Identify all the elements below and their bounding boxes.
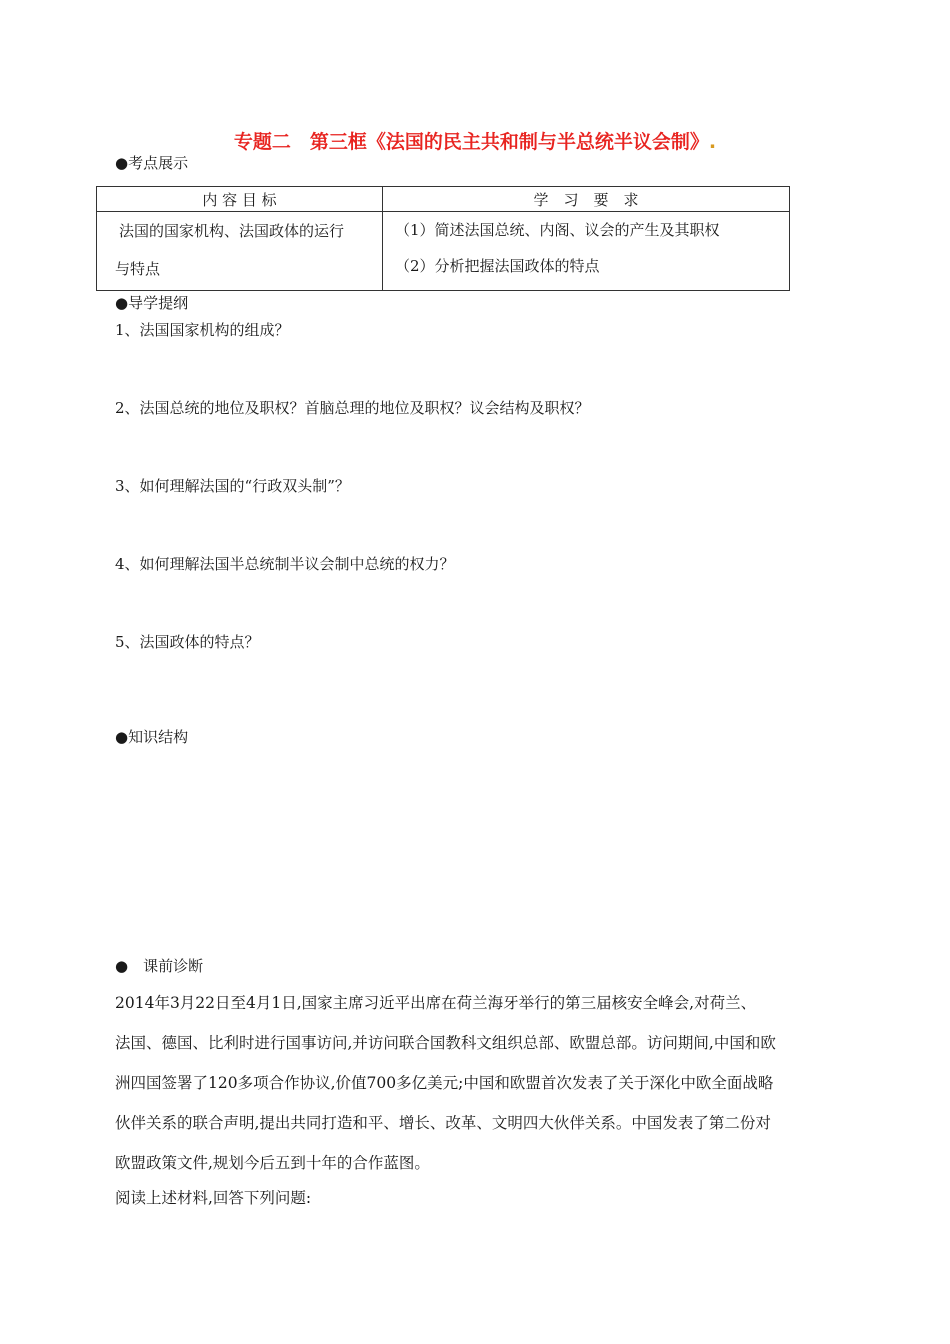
requirement-line-1: （1）简述法国总统、内阁、议会的产生及其职权: [395, 221, 720, 239]
content-line-1: 法国的国家机构、法国政体的运行: [119, 222, 345, 240]
table-row: [97, 212, 790, 291]
question-4: 4、如何理解法国半总统制半议会制中总统的权力？: [115, 555, 455, 573]
section-exam-heading: ●考点展示: [115, 154, 189, 172]
question-1: 1、法国国家机构的组成？: [115, 321, 290, 339]
title-text: 专题二 第三框《法国的民主共和制与半总统半议会制》: [233, 131, 709, 153]
page-title: [0, 127, 950, 154]
section-knowledge-heading: ●知识结构: [115, 728, 189, 746]
paragraph-line: 伙伴关系的联合声明,提出共同打造和平、增长、改革、文明四大伙伴关系。中国发表了第二份对: [115, 1114, 771, 1132]
table-header-content: 内 容 目 标: [97, 187, 383, 212]
table-cell-content: [97, 212, 383, 291]
instruction-text: 阅读上述材料,回答下列问题:: [115, 1189, 312, 1207]
requirement-line-2: （2）分析把握法国政体的特点: [395, 257, 600, 275]
question-5: 5、法国政体的特点？: [115, 633, 260, 651]
question-3: 3、如何理解法国的“行政双头制”？: [115, 477, 350, 495]
goals-table: [96, 186, 790, 291]
paragraph-line: 欧盟政策文件,规划今后五到十年的合作蓝图。: [115, 1154, 430, 1172]
section-outline-heading: ●导学提纲: [115, 294, 189, 312]
paragraph-line: 法国、德国、比利时进行国事访问,并访问联合国教科文组织总部、欧盟总部。访问期间,中国和欧: [115, 1034, 776, 1052]
paragraph-line: 洲四国签署了120多项合作协议,价值700多亿美元;中国和欧盟首次发表了关于深化中欧全面战略: [115, 1074, 774, 1092]
paragraph-line: 2014年3月22日至4月1日,国家主席习近平出席在荷兰海牙举行的第三届核安全峰会,对荷兰、: [115, 994, 757, 1012]
table-cell-requirements: [383, 212, 790, 291]
table-header-requirements: 学 习 要 求: [383, 187, 790, 212]
material-paragraph: [115, 983, 845, 1183]
section-diagnosis-heading: ● 课前诊断: [115, 957, 204, 975]
table-header-row: [97, 187, 790, 212]
title-dot: .: [708, 131, 717, 153]
content-line-2: 与特点: [115, 260, 161, 278]
question-2: 2、法国总统的地位及职权？首脑总理的地位及职权？议会结构及职权？: [115, 399, 590, 417]
